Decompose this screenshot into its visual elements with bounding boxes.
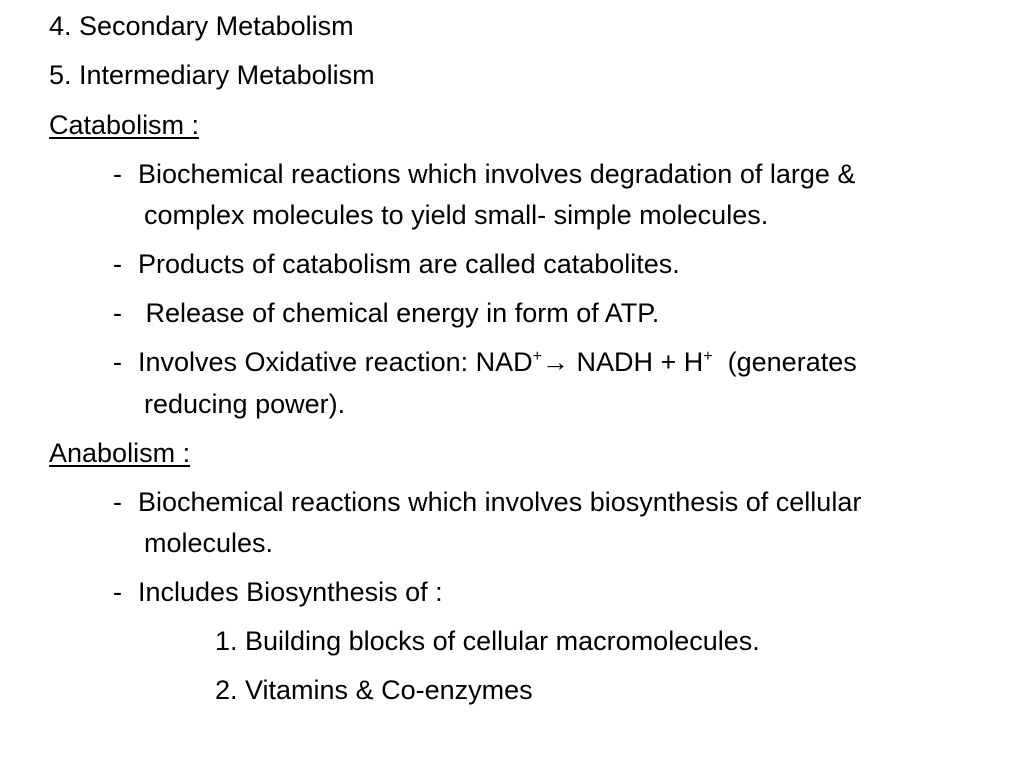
catabolism-point-2 [113,244,680,284]
bullet-text: Includes Biosynthesis of : [138,577,443,607]
bullet-dash: - [113,487,122,517]
catabolism-point-4-continuation: reducing power). [144,389,346,419]
catabolism-heading: Catabolism : [49,110,200,140]
catabolism-point-1-continuation: complex molecules to yield small- simple molecules. [144,200,769,230]
bullet-text: Biochemical reactions which involves degradation of large & [138,159,856,189]
bullet-dash: - [113,159,122,189]
bullet-text-part-a: Involves Oxidative reaction: NAD [138,347,533,377]
bullet-dash: - [113,577,122,607]
biosynthesis-subitem-2: 2. Vitamins & Co-enzymes [215,675,533,705]
bullet-text: Biochemical reactions which involves biosynthesis of cellular [138,487,862,517]
bullet-dash: - [113,249,122,279]
list-item-secondary-metabolism: 4. Secondary Metabolism [49,11,354,41]
superscript-plus: + [532,348,543,365]
bullet-text: Products of catabolism are called catabolites. [138,249,680,279]
bullet-text-part-b: NADH + H [569,347,704,377]
bullet-dash: - [113,298,122,328]
catabolism-point-3 [113,293,659,333]
bullet-text-part-c: (generates [712,347,857,377]
bullet-text: Release of chemical energy in form of ATP. [138,298,660,328]
catabolism-point-4 [113,342,857,387]
biosynthesis-subitem-1: 1. Building blocks of cellular macromolecules. [215,626,760,656]
list-item-intermediary-metabolism: 5. Intermediary Metabolism [49,60,375,90]
arrow-symbol: → [542,347,570,377]
anabolism-point-1-continuation: molecules. [144,528,274,558]
superscript-plus: + [703,348,713,365]
bullet-dash: - [113,347,122,377]
anabolism-heading: Anabolism : [49,438,191,468]
anabolism-point-1 [113,482,861,522]
anabolism-point-2 [113,572,443,612]
catabolism-point-1 [113,154,855,194]
